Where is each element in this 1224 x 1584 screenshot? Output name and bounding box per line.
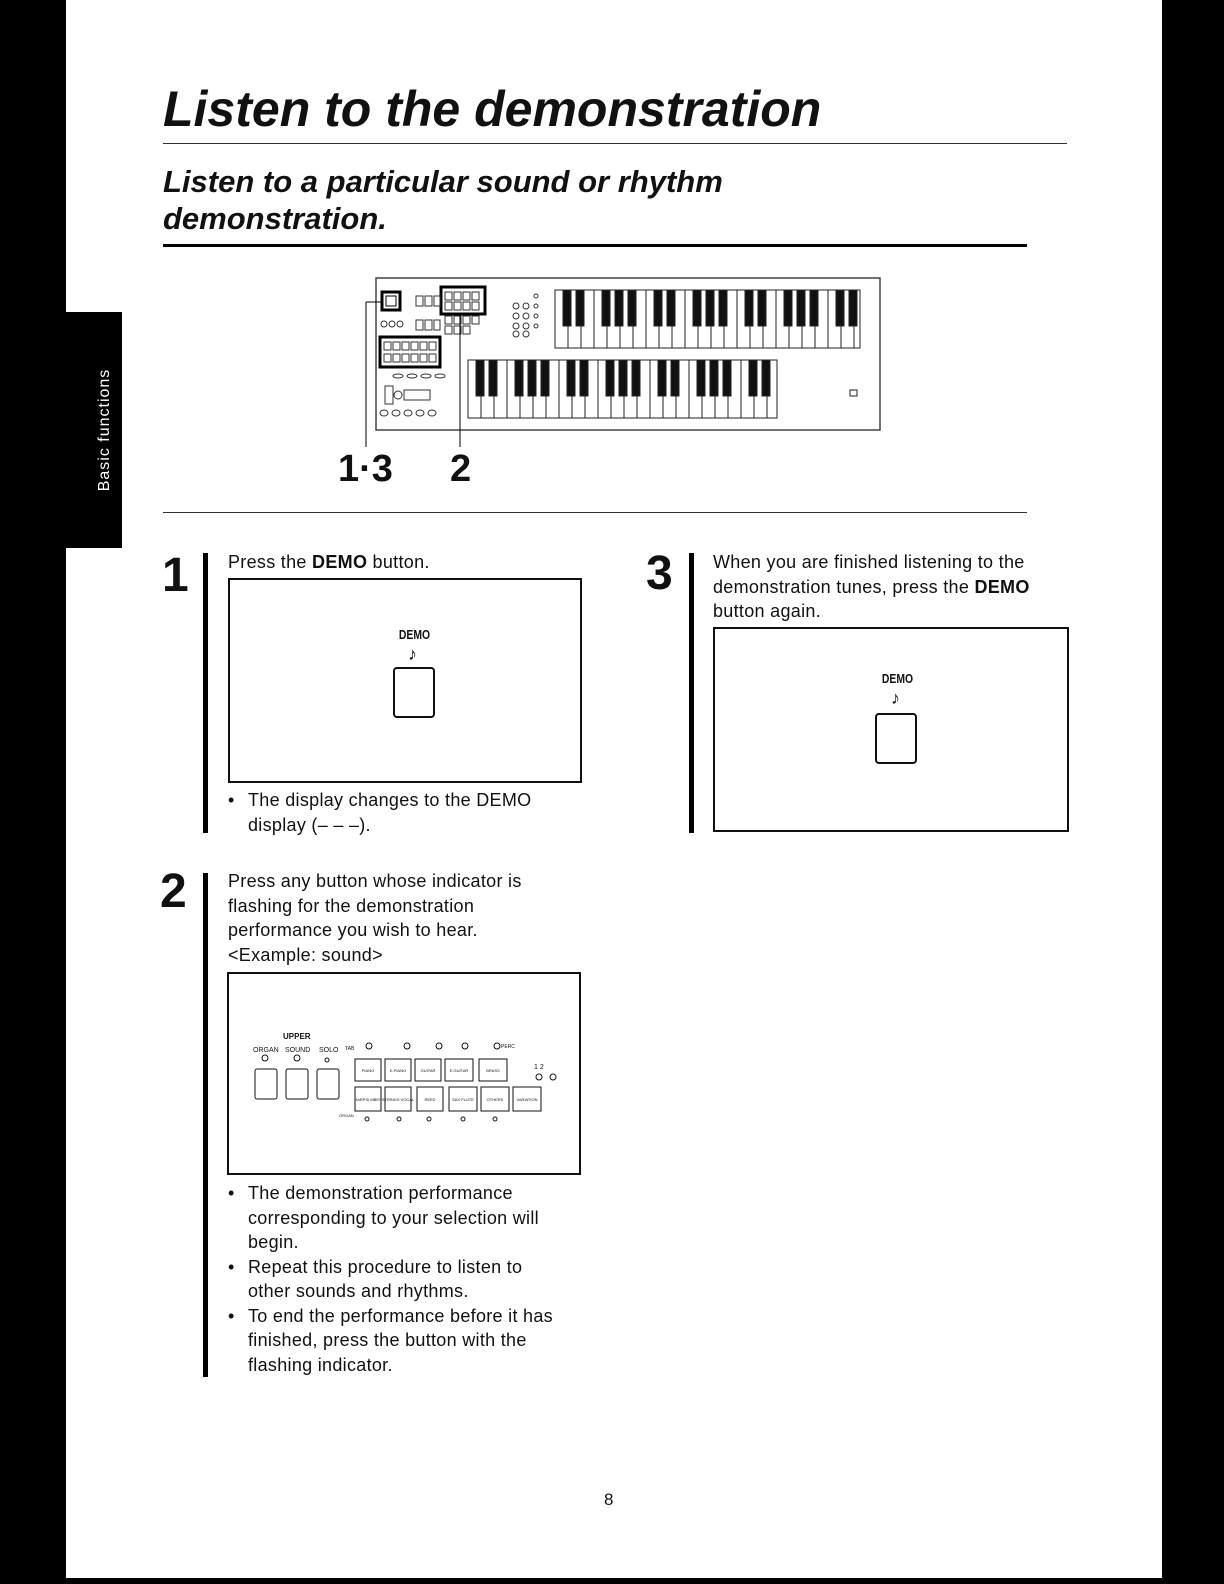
svg-text:E.PIANO: E.PIANO xyxy=(389,1068,407,1073)
svg-text:OTHERS: OTHERS xyxy=(486,1097,504,1102)
left-black-border xyxy=(0,0,66,1584)
step-1-note: • The display changes to the DEMO display (– – –). xyxy=(228,788,578,837)
upper-keyboard xyxy=(555,290,860,348)
demo-button[interactable] xyxy=(393,667,435,718)
svg-text:REED: REED xyxy=(424,1097,436,1102)
demo-button[interactable] xyxy=(875,713,917,764)
step-3-text: When you are finished listening to the demonstration tunes, press the DEMO button again. xyxy=(713,552,1030,621)
organ-diagram xyxy=(300,272,900,472)
bottom-black-border xyxy=(0,1578,1224,1584)
step-2-note-3: • To end the performance before it has finished, press the button with the flashing indicator. xyxy=(228,1304,568,1378)
svg-text:E.GUITAR: E.GUITAR xyxy=(449,1068,469,1073)
right-black-border xyxy=(1162,0,1224,1584)
step-2-illustration xyxy=(227,972,581,1175)
note-icon: ♪ xyxy=(891,688,900,708)
step-1-bar xyxy=(203,553,208,833)
step-1-illustration xyxy=(228,578,582,783)
side-tab-label: Basic functions xyxy=(96,368,113,492)
step-2-number: 2 xyxy=(160,865,187,918)
solo-label: SOLO xyxy=(319,1047,339,1054)
perc-label: PERC xyxy=(501,1044,515,1050)
step-3-bar xyxy=(689,553,694,833)
lower-keyboard xyxy=(468,360,777,418)
svg-text:BRASS: BRASS xyxy=(486,1068,500,1073)
svg-text:GUITAR: GUITAR xyxy=(420,1068,436,1073)
svg-text:HARPSI MBES: HARPSI MBES xyxy=(354,1097,382,1102)
pedal-icon xyxy=(850,390,857,396)
step-2-note-2: • Repeat this procedure to listen to other sounds and rhythms. xyxy=(228,1255,568,1304)
step-2-note-1: • The demonstration performance corresponding to your selection will begin. xyxy=(228,1181,568,1255)
svg-text:SAX FLUTE: SAX FLUTE xyxy=(452,1097,474,1102)
diagram-label-2: 2 xyxy=(450,448,472,490)
step-2-bar xyxy=(203,873,208,1377)
step-1-notes xyxy=(228,788,578,837)
step-2-text: Press any button whose indicator is flashing for the demonstration performance you wish to hear. xyxy=(228,871,522,940)
section-subtitle: Listen to a particular sound or rhythm demonstration. xyxy=(163,164,723,237)
title-rule xyxy=(163,143,1067,144)
demo-label: DEMO xyxy=(881,671,914,686)
page-number: 8 xyxy=(604,1490,614,1509)
sound-panel xyxy=(229,974,579,1173)
page-title: Listen to the demonstration xyxy=(163,81,822,137)
sound-button xyxy=(286,1069,308,1099)
organ-button xyxy=(255,1069,277,1099)
step-1-number: 1 xyxy=(162,549,189,602)
step-3-illustration xyxy=(713,627,1069,832)
steps-rule xyxy=(163,512,1027,513)
svg-text:PIANO: PIANO xyxy=(361,1068,375,1073)
step-2-notes xyxy=(228,1181,568,1377)
number-label: 1 2 xyxy=(534,1064,544,1071)
sound-label: SOUND xyxy=(285,1047,311,1054)
demo-label: DEMO xyxy=(398,627,431,642)
organ-small-label: ORGAN xyxy=(339,1113,354,1118)
tab-label: TAB xyxy=(345,1046,355,1052)
svg-text:STRINGS VOCAL: STRINGS VOCAL xyxy=(381,1097,415,1102)
solo-button xyxy=(317,1069,339,1099)
upper-label: UPPER xyxy=(283,1032,311,1041)
step-3-number: 3 xyxy=(646,547,673,600)
diagram-label-1-3: 1·3 xyxy=(338,448,393,490)
organ-label: ORGAN xyxy=(253,1047,279,1054)
step-1-text: Press the DEMO button. xyxy=(228,552,430,572)
subtitle-rule xyxy=(163,244,1027,247)
step-2-example: <Example: sound> xyxy=(228,945,383,965)
note-icon: ♪ xyxy=(408,644,417,664)
svg-text:VARIATION: VARIATION xyxy=(516,1097,538,1102)
